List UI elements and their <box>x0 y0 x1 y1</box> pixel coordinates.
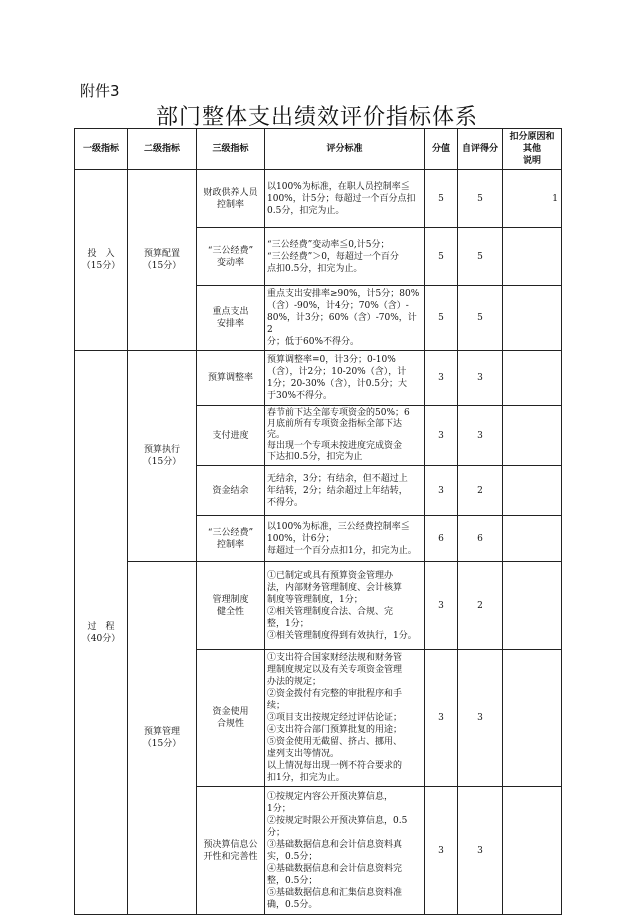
criteria-cell: 预算调整率=0，计3分；0-10% （含），计2分；10-20%（含），计 1分；20-30%（含），计0.5分；大 于30%不得分。 <box>265 351 425 406</box>
score-cell: 3 <box>425 562 458 650</box>
note-cell <box>503 228 562 286</box>
note-cell <box>503 351 562 406</box>
table-header-row <box>75 129 562 170</box>
score-cell: 6 <box>425 516 458 562</box>
level1-input: 投 入 （15分） <box>75 170 128 351</box>
level3-cell: “三公经费” 变动率 <box>197 228 265 286</box>
self-score-cell: 3 <box>458 650 503 787</box>
header-level3: 三级指标 <box>197 129 265 170</box>
criteria-cell: 以100%为标准，三公经费控制率≦ 100%，计6分； 每超过一个百分点扣1分，扣完为止。 <box>265 516 425 562</box>
header-level1: 一级指标 <box>75 129 128 170</box>
table-row <box>75 562 562 650</box>
note-cell <box>503 787 562 915</box>
score-cell: 3 <box>425 466 458 516</box>
header-level2: 二级指标 <box>128 129 197 170</box>
level3-cell: 预算调整率 <box>197 351 265 406</box>
level3-cell: 支付进度 <box>197 406 265 466</box>
criteria-cell: ①支出符合国家财经法规和财务管 理制度规定以及有关专项资金管理 办法的规定； ②资金拨付有完整的审批程序和手 续； ③项目支出按规定经过评估论证； ④支出符合部门预算批复的用途； ⑤资金使用无截留、挤占、挪用、 虚列支出等情况。 以上情况每出现一例不符合要求的 扣1分，扣完为止。 <box>265 650 425 787</box>
score-cell: 5 <box>425 170 458 228</box>
level3-cell: 重点支出 安排率 <box>197 286 265 351</box>
self-score-cell: 5 <box>458 228 503 286</box>
self-score-cell: 2 <box>458 562 503 650</box>
level2-budget-execution: 预算执行 （15分） <box>128 351 197 562</box>
note-cell <box>503 286 562 351</box>
score-cell: 3 <box>425 351 458 406</box>
score-cell: 3 <box>425 787 458 915</box>
criteria-cell: 重点支出安排率≥90%，计5分；80% （含）-90%，计4分；70%（含）- 80%，计3分；60%（含）-70%，计2 分；低于60%不得分。 <box>265 286 425 351</box>
level3-cell: 财政供养人员 控制率 <box>197 170 265 228</box>
table-row <box>75 170 562 228</box>
criteria-cell: ①已制定或具有预算资金管理办 法，内部财务管理制度、会计核算 制度等管理制度，1分； ②相关管理制度合法、合规、完 整，1分； ③相关管理制度得到有效执行，1分。 <box>265 562 425 650</box>
header-self-score: 自评得分 <box>458 129 503 170</box>
note-cell <box>503 406 562 466</box>
level2-budget-management: 预算管理 （15分） <box>128 562 197 915</box>
page-title: 部门整体支出绩效评价指标体系 <box>155 105 478 130</box>
level3-cell: 资金结余 <box>197 466 265 516</box>
score-cell: 5 <box>425 286 458 351</box>
note-cell <box>503 516 562 562</box>
level2-budget-allocation: 预算配置 （15分） <box>128 170 197 351</box>
note-cell <box>503 650 562 787</box>
note-cell: 1 <box>503 170 562 228</box>
self-score-cell: 6 <box>458 516 503 562</box>
score-cell: 3 <box>425 406 458 466</box>
criteria-cell: 无结余，3分；有结余，但不超过上 年结转，2分；结余超过上年结转， 不得分。 <box>265 466 425 516</box>
note-cell <box>503 466 562 516</box>
level3-cell: 资金使用 合规性 <box>197 650 265 787</box>
header-deduction: 扣分原因和 其他 说明 <box>503 129 562 170</box>
self-score-cell: 3 <box>458 351 503 406</box>
criteria-cell: “三公经费”变动率≦0,计5分； “三公经费”＞0，每超过一个百分 点扣0.5分，扣完为止。 <box>265 228 425 286</box>
attachment-label: 附件3 <box>80 82 120 100</box>
level3-cell: 管理制度 健全性 <box>197 562 265 650</box>
self-score-cell: 5 <box>458 170 503 228</box>
criteria-cell: 以100%为标准，在职人员控制率≦ 100%，计5分；每超过一个百分点扣 0.5分，扣完为止。 <box>265 170 425 228</box>
level3-cell: 预决算信息公 开性和完善性 <box>197 787 265 915</box>
level3-cell: “三公经费” 控制率 <box>197 516 265 562</box>
header-score: 分值 <box>425 129 458 170</box>
self-score-cell: 2 <box>458 466 503 516</box>
self-score-cell: 5 <box>458 286 503 351</box>
table-row <box>75 351 562 406</box>
note-cell <box>503 562 562 650</box>
self-score-cell: 3 <box>458 406 503 466</box>
level1-process: 过 程 （40分） <box>75 351 128 915</box>
self-score-cell: 3 <box>458 787 503 915</box>
criteria-cell: 春节前下达全部专项资金的50%；6 月底前所有专项资金指标全部下达 完。 每出现一个专项未按进度完成资金 下达扣0.5分，扣完为止 <box>265 406 425 466</box>
criteria-cell: ①按规定内容公开预决算信息， 1分； ②按规定时限公开预决算信息，0.5 分； ③基础数据信息和会计信息资料真 实，0.5分； ④基础数据信息和会计信息资料完 整，0.5分； ⑤基础数据信息和汇集信息资料准 确，0.5分。 <box>265 787 425 915</box>
header-criteria: 评分标准 <box>265 129 425 170</box>
score-cell: 3 <box>425 650 458 787</box>
score-cell: 5 <box>425 228 458 286</box>
indicator-table <box>74 128 562 915</box>
